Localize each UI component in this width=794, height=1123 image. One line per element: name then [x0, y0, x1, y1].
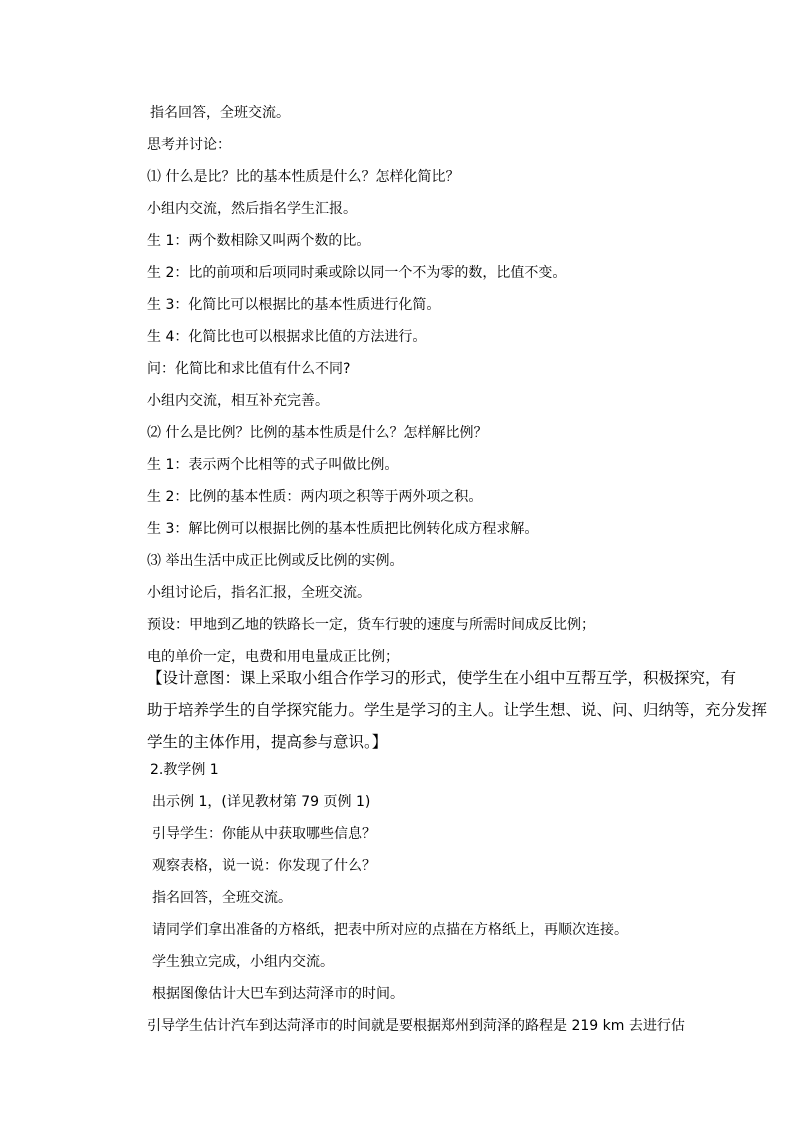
text-line: 问：化简比和求比值有什么不同?	[147, 361, 351, 377]
text-line: 生 2：比的前项和后项同时乘或除以同一个不为零的数，比值不变。	[147, 265, 567, 281]
text-line: 引导学生：你能从中获取哪些信息？	[152, 826, 376, 842]
text-line: 指名回答，全班交流。	[152, 890, 292, 906]
text-line: ⑶ 举出生活中成正比例或反比例的实例。	[147, 553, 404, 569]
section-heading: 2.教学例 1	[150, 762, 219, 778]
text-line: 预设：甲地到乙地的铁路长一定，货车行驶的速度与所需时间成反比例；	[147, 617, 595, 633]
text-line: 生 2：比例的基本性质：两内项之积等于两外项之积。	[147, 489, 483, 505]
text-line: 小组内交流，相互补充完善。	[147, 393, 329, 409]
text-line: 请同学们拿出准备的方格纸，把表中所对应的点描在方格纸上，再顺次连接。	[152, 922, 628, 938]
text-line: ⑵ 什么是比例？比例的基本性质是什么？怎样解比例？	[147, 425, 488, 441]
text-line: 生 1：两个数相除又叫两个数的比。	[147, 233, 371, 249]
text-line: ⑴ 什么是比？比的基本性质是什么？怎样化简比？	[147, 169, 460, 185]
text-line: 根据图像估计大巴车到达菏泽市的时间。	[152, 986, 404, 1002]
text-line: 指名回答，全班交流。	[150, 105, 290, 121]
text-line: 观察表格，说一说：你发现了什么？	[152, 858, 376, 874]
text-line: 小组内交流，然后指名学生汇报。	[147, 201, 357, 217]
text-line: 生 3：化简比可以根据比的基本性质进行化简。	[147, 297, 441, 313]
text-line: 小组讨论后，指名汇报，全班交流。	[147, 585, 371, 601]
text-line: 生 4：化简比也可以根据求比值的方法进行。	[147, 329, 427, 345]
text-line: 学生独立完成，小组内交流。	[152, 954, 334, 970]
design-intent-line: 【设计意图：课上采取小组合作学习的形式，使学生在小组中互帮互学，积极探究，有	[147, 669, 737, 687]
text-line: 出示例 1，(详见教材第 79 页例 1)	[152, 794, 371, 810]
text-line: 生 3：解比例可以根据比例的基本性质把比例转化成方程求解。	[147, 521, 539, 537]
text-line: 引导学生估计汽车到达菏泽市的时间就是要根据郑州到菏泽的路程是 219 km 去进行估	[147, 1018, 685, 1034]
design-intent-line: 学生的主体作用，提高参与意识。】	[147, 733, 388, 751]
text-line: 思考并讨论：	[147, 137, 231, 153]
design-intent-line: 助于培养学生的自学探究能力。学生是学习的主人。让学生想、说、问、归纳等，充分发挥	[147, 701, 768, 719]
design-intent-block	[147, 662, 768, 758]
text-line: 电的单价一定，电费和用电量成正比例；	[147, 649, 399, 665]
text-line: 生 1：表示两个比相等的式子叫做比例。	[147, 457, 399, 473]
